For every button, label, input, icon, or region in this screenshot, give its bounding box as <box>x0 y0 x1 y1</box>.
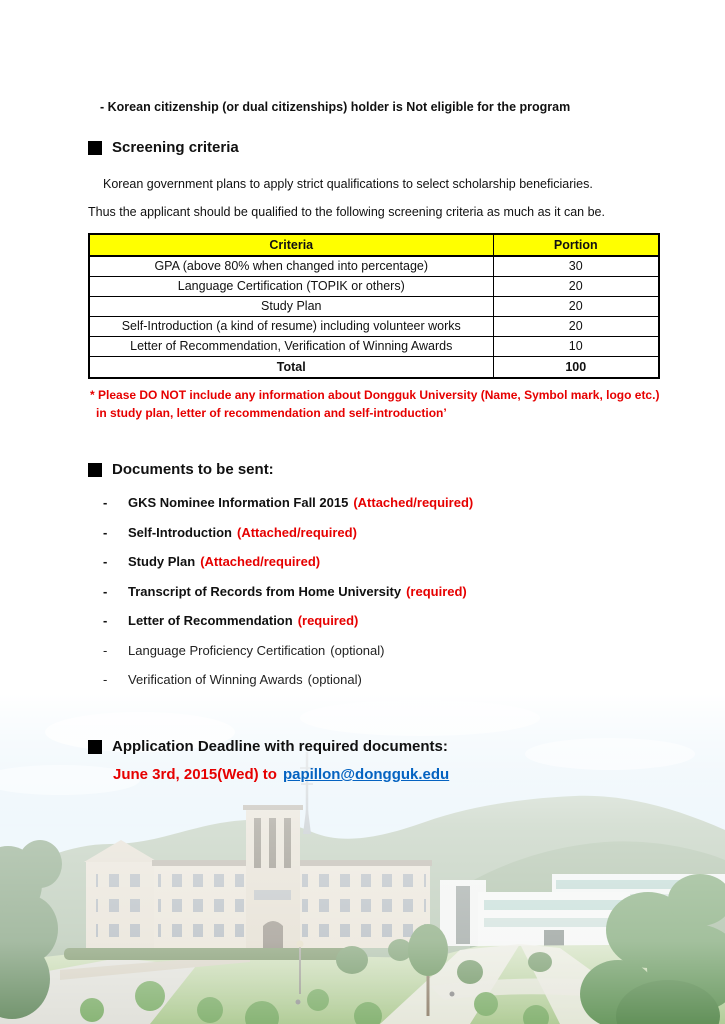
screening-paragraph-2: Thus the applicant should be qualified to the following screening criteria as much as it can be. <box>88 205 605 219</box>
table-row <box>89 276 659 296</box>
portion-cell-total: 100 <box>493 356 659 378</box>
dash-bullet: - <box>103 613 108 628</box>
deadline-heading-label: Application Deadline with required documents: <box>112 738 448 755</box>
list-item-gks-nominee-information <box>103 495 473 511</box>
table-header-row <box>89 234 659 256</box>
document-label: Language Proficiency Certification <box>128 642 326 658</box>
document-requirement-tag: (required) <box>297 613 359 628</box>
document-label: Letter of Recommendation <box>128 613 293 628</box>
warning-line-2: in study plan, letter of recommendation and self-introduction’ <box>96 406 447 420</box>
document-label: Study Plan <box>128 554 196 569</box>
deadline-line <box>113 766 449 783</box>
criteria-cell: Language Certification (TOPIK or others) <box>89 276 493 296</box>
dash-bullet: - <box>103 554 108 569</box>
dash-bullet: - <box>103 495 108 510</box>
document-requirement-tag: (Attached/required) <box>200 554 321 569</box>
deadline-heading <box>88 738 448 755</box>
warning-line-1: * Please DO NOT include any information about Dongguk University (Name, Symbol mark, logo etc.) <box>90 388 660 402</box>
table-row <box>89 316 659 336</box>
document-label: GKS Nominee Information Fall 2015 <box>128 495 349 510</box>
portion-cell: 10 <box>493 336 659 356</box>
portion-cell: 20 <box>493 316 659 336</box>
list-item-study-plan <box>103 554 473 570</box>
black-square-bullet-icon <box>88 141 102 155</box>
criteria-cell-total: Total <box>89 356 493 378</box>
portion-cell: 30 <box>493 256 659 276</box>
list-item-self-introduction <box>103 525 473 541</box>
document-requirement-tag: (optional) <box>330 642 385 658</box>
document-label: Transcript of Records from Home University <box>128 583 402 599</box>
list-item-winning-awards <box>103 672 473 688</box>
dash-bullet: - <box>103 583 108 599</box>
eligibility-note: - Korean citizenship (or dual citizenships) holder is Not eligible for the program <box>100 100 571 114</box>
documents-heading <box>88 461 274 478</box>
screening-criteria-heading <box>88 139 239 156</box>
portion-cell: 20 <box>493 296 659 316</box>
table-row <box>89 336 659 356</box>
email-link[interactable]: papillon@dongguk.edu <box>282 766 450 783</box>
document-requirement-tag: (required) <box>406 583 467 599</box>
dash-bullet: - <box>103 524 108 540</box>
table-row <box>89 296 659 316</box>
list-item-recommendation-letter <box>103 613 473 629</box>
document-label: Verification of Winning Awards <box>128 672 303 687</box>
dash-bullet: - <box>103 672 108 687</box>
portion-cell: 20 <box>493 276 659 296</box>
screening-paragraph-1: Korean government plans to apply strict qualifications to select scholarship beneficiaries. <box>103 177 593 191</box>
criteria-cell: GPA (above 80% when changed into percentage) <box>89 256 493 276</box>
black-square-bullet-icon <box>88 740 102 754</box>
documents-list <box>103 495 473 702</box>
document-requirement-tag: (Attached/required) <box>353 495 474 510</box>
criteria-cell: Self-Introduction (a kind of resume) including volunteer works <box>89 316 493 336</box>
criteria-cell: Letter of Recommendation, Verification of Winning Awards <box>89 336 493 356</box>
table-total-row <box>89 356 659 378</box>
screening-criteria-table <box>88 233 660 379</box>
document-label: Self-Introduction <box>128 524 232 540</box>
list-item-language-certification <box>103 643 473 659</box>
document-requirement-tag: (optional) <box>307 672 362 687</box>
deadline-date-text: June 3rd, 2015(Wed) to <box>113 766 277 783</box>
dash-bullet: - <box>103 642 108 658</box>
screening-heading-label: Screening criteria <box>112 139 239 156</box>
list-item-transcript <box>103 584 473 600</box>
column-header-portion: Portion <box>493 234 659 256</box>
black-square-bullet-icon <box>88 463 102 477</box>
criteria-cell: Study Plan <box>89 296 493 316</box>
document-requirement-tag: (Attached/required) <box>237 524 357 540</box>
dongguk-warning-note <box>90 386 659 422</box>
table-row <box>89 256 659 276</box>
column-header-criteria: Criteria <box>89 234 493 256</box>
documents-heading-label: Documents to be sent: <box>112 461 274 478</box>
